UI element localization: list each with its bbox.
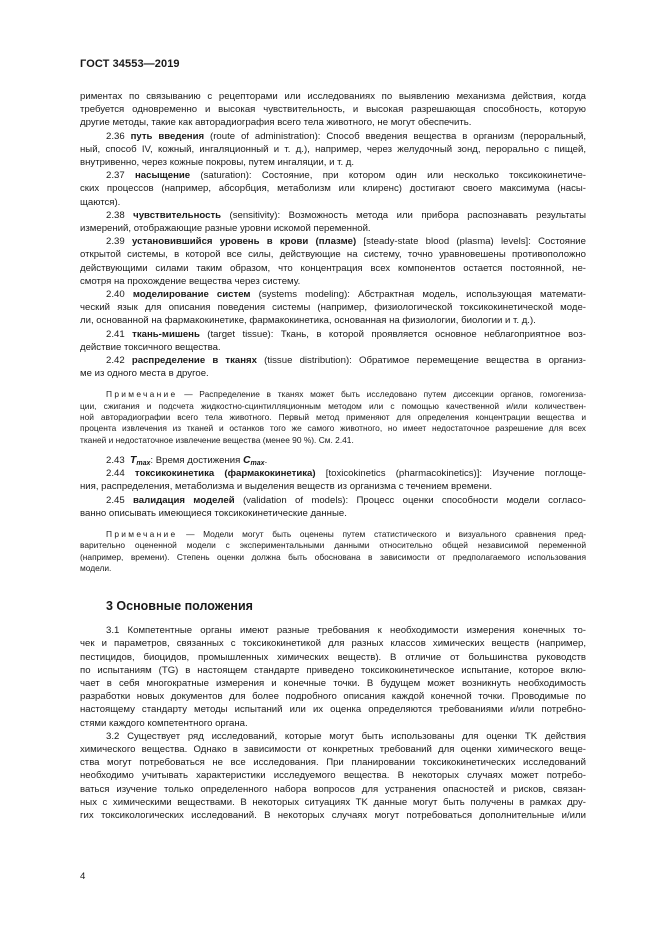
clause-number: 2.42 xyxy=(106,355,125,367)
definition-2-39 xyxy=(80,235,586,288)
text-line: чает в себя многократные измерения и конечные точки. В будущем может возникнуть необходимость xyxy=(80,677,586,689)
clause-number: 2.43 xyxy=(106,454,125,466)
text-line: ванно описывать имеющиеся токсикокинетические данные. xyxy=(80,507,347,519)
page-number: 4 xyxy=(80,871,86,882)
text-line: гих токсикологических исследований. В некоторых случаях могут потребоваться дополнительные и/или xyxy=(80,810,586,821)
clause-number: 2.40 xyxy=(106,289,125,301)
term: чувствительность xyxy=(133,209,222,221)
term: путь введения xyxy=(130,130,205,142)
clause-number: 2.41 xyxy=(106,328,125,340)
text-line: ный, способ IV, кожный, ингаляционный и т. д.), например, через желудочный зонд, перорально с пищей, xyxy=(80,143,586,155)
text-line: действие токсичного вещества. xyxy=(80,341,221,353)
clause-number: 2.44 xyxy=(106,468,125,480)
text-line: необходимо учитывать характеристики исследуемого вещества. В некоторых случаях может потребо- xyxy=(80,770,586,782)
symbol-c-max: $C_{max}$ xyxy=(243,454,265,467)
text-line: ли, основанной на фармакокинетике, фармакокинетика, основанная на физиологии, биологии и т. д.). xyxy=(80,315,536,327)
definition-text: (sensitivity): Возможность метода или прибора распознавать результаты xyxy=(221,209,586,221)
document-header: ГОСТ 34553—2019 xyxy=(80,58,180,70)
note-line: модели. xyxy=(80,562,112,573)
definition-text: (tissue distribution): Обратимое перемещение вещества в организ- xyxy=(256,355,586,367)
note-line: ной авторадиографии всего тела животного. Первый метод применяют для определения концентрации вещества и xyxy=(80,412,586,423)
section-title: 3 Основные положения xyxy=(106,599,253,614)
text-line: 3.1 Компетентные органы имеют разные требования к необходимости измерения конечных то- xyxy=(106,625,586,637)
definition-2-38 xyxy=(80,209,586,235)
definition-text: [steady-state blood (plasma) levels]: Состояние xyxy=(356,236,586,248)
definition-2-43: 2.43 $T_{max}$: Время достижения $C_{max}$. xyxy=(106,454,268,467)
term: моделирование систем xyxy=(132,289,251,301)
text-line: по испытаниям (TG) в настоящем стандарте приведено токсикокинетическое испытание, которое вклю- xyxy=(80,664,586,676)
clause-number: 2.36 xyxy=(106,130,125,142)
text-line: разработки новых документов для более подробного описания каждой конечной точки. Проводимые по xyxy=(80,691,586,703)
text-line: другие методы, такие как авторадиография всего тела животного, не могут обеспечить. xyxy=(80,117,472,129)
text-line: ваться изучение только определенного набора вопросов для устранения опасностей и рисков, связан- xyxy=(80,783,586,795)
symbol-t-max: $T_{max}$ xyxy=(130,454,151,467)
text-line: щаются). xyxy=(80,196,121,208)
definition-2-45 xyxy=(80,494,586,520)
text-line: требуется одновременно и высокая чувствительность, и высокая разрешающая способность, которую xyxy=(80,104,586,116)
text-line: открытой системы, в которой все силы, действующие на систему, точно уравновешены противоположно xyxy=(80,249,586,261)
clause-number: 2.39 xyxy=(106,236,125,248)
note-text: — Распределение в тканях может быть исследовано путем диссекции органов, гомогениза- xyxy=(177,389,586,400)
term: токсикокинетика (фармакокинетика) xyxy=(134,468,316,480)
text-line: ских процессов (например, абсорбция, метаболизм или клиренс) достигают своего максимума (насы- xyxy=(80,183,586,195)
text-line: стями каждого компетентного органа. xyxy=(80,717,248,729)
definition-text: (validation of models): Процесс оценки способности модели согласо- xyxy=(234,494,586,506)
document-body xyxy=(80,90,586,822)
note-2 xyxy=(80,529,586,574)
text-line: ме из одного места в другое. xyxy=(80,368,209,380)
paragraph-3-2 xyxy=(80,730,586,822)
text-line: ния, распределения, метаболизма и выделения веществ из организма с течением времени. xyxy=(80,481,493,493)
text-line: ческий язык для описания поведения системы (например, физиологической токсикокинетической моде- xyxy=(80,302,586,314)
text-line: действующими силами таким образом, что концентрация всех компонентов остается постоянной, не- xyxy=(80,262,586,274)
text-line: настоящему стандарту методы испытаний или их оценка определяются требованиями и/или потребно- xyxy=(80,704,586,716)
clause-number: 2.38 xyxy=(106,209,125,221)
definition-text: (systems modeling): Абстрактная модель, использующая математи- xyxy=(250,289,587,301)
note-line: (например, времени). Степень оценки должна быть обоснована в зависимости от предполагаемого использования xyxy=(80,551,586,562)
note-label: Примечание xyxy=(106,389,178,400)
note-line: тканей и недостаточное извлечение вещества (менее 90 %). См. 2.41. xyxy=(80,434,354,445)
definition-text: : Время достижения xyxy=(150,454,244,466)
note-label: Примечание xyxy=(106,528,178,539)
text-line: смотря на прохождение вещества через систему. xyxy=(80,275,301,287)
text-line: чек и параметров, связанных с токсикокинетикой для разных классов химических веществ (например, xyxy=(80,638,586,650)
definition-2-40 xyxy=(80,288,586,328)
definition-2-41 xyxy=(80,328,586,354)
text-line: риментах по связыванию с рецепторами или исследованиях по выявлению механизма действия, когда xyxy=(80,91,586,102)
clause-number: 2.37 xyxy=(106,170,125,182)
text-line: внутривенно, через кожные покровы, путем ингаляции, и т. д. xyxy=(80,157,355,169)
definition-text: [toxicokinetics (pharmacokinetics)]: Изучение поглоще- xyxy=(315,468,586,480)
term: валидация моделей xyxy=(133,494,235,506)
text-line: 3.2 Существует ряд исследований, которые могут быть использованы для оценки TK действия xyxy=(106,730,586,742)
note-line: варительно оцененной модели с экспериментальными данными относительно общей независимой переменной xyxy=(80,540,586,551)
text-line: ства могут потребоваться не все исследования. При планировании токсикокинетических исследований xyxy=(80,757,586,769)
definition-text: (route of administration): Способ введения вещества в организм (пероральный, xyxy=(204,130,587,142)
definition-text: (target tissue): Ткань, в которой проявляется основное неблагоприятное воз- xyxy=(199,328,586,340)
definition-2-37 xyxy=(80,169,586,209)
definition-2-36 xyxy=(80,130,586,170)
term: насыщение xyxy=(134,170,191,182)
term: распределение в тканях xyxy=(131,355,257,367)
note-line: процента извлечения из тканей и останков того же самого животного, но имеет недостаточное разрешение для всех xyxy=(80,423,586,434)
text-line: ных с химическими веществами. В некоторых ситуациях TK данные могут быть получены в рамках дру- xyxy=(80,796,586,808)
note-line: ции, сжигания и подсчета жидкостно-сцинтилляционным методом или с помощью качественной и/или количествен- xyxy=(80,400,586,411)
text-line: химического вещества. Однако в зависимости от конкретных требований для оценки химического веще- xyxy=(80,743,586,755)
note-text: — Модели могут быть оценены путем статистического и визуального сравнения пред- xyxy=(177,528,586,539)
definition-text: (saturation): Состояние, при котором один или несколько токсикокинетиче- xyxy=(190,170,586,182)
text-line: измерений, отображающие разные уровни искомой переменной. xyxy=(80,223,371,235)
clause-number: 2.45 xyxy=(106,494,125,506)
term: ткань-мишень xyxy=(132,328,200,340)
definition-2-44 xyxy=(80,467,586,493)
intro-paragraph xyxy=(80,90,586,130)
note-1 xyxy=(80,389,586,445)
definition-2-42 xyxy=(80,354,586,380)
term: установившийся уровень в крови (плазме) xyxy=(131,236,357,248)
text-line: пестицидов, биоцидов, промышленных химических веществ). В отличие от большинства руководств xyxy=(80,651,586,663)
paragraph-3-1 xyxy=(80,624,586,730)
